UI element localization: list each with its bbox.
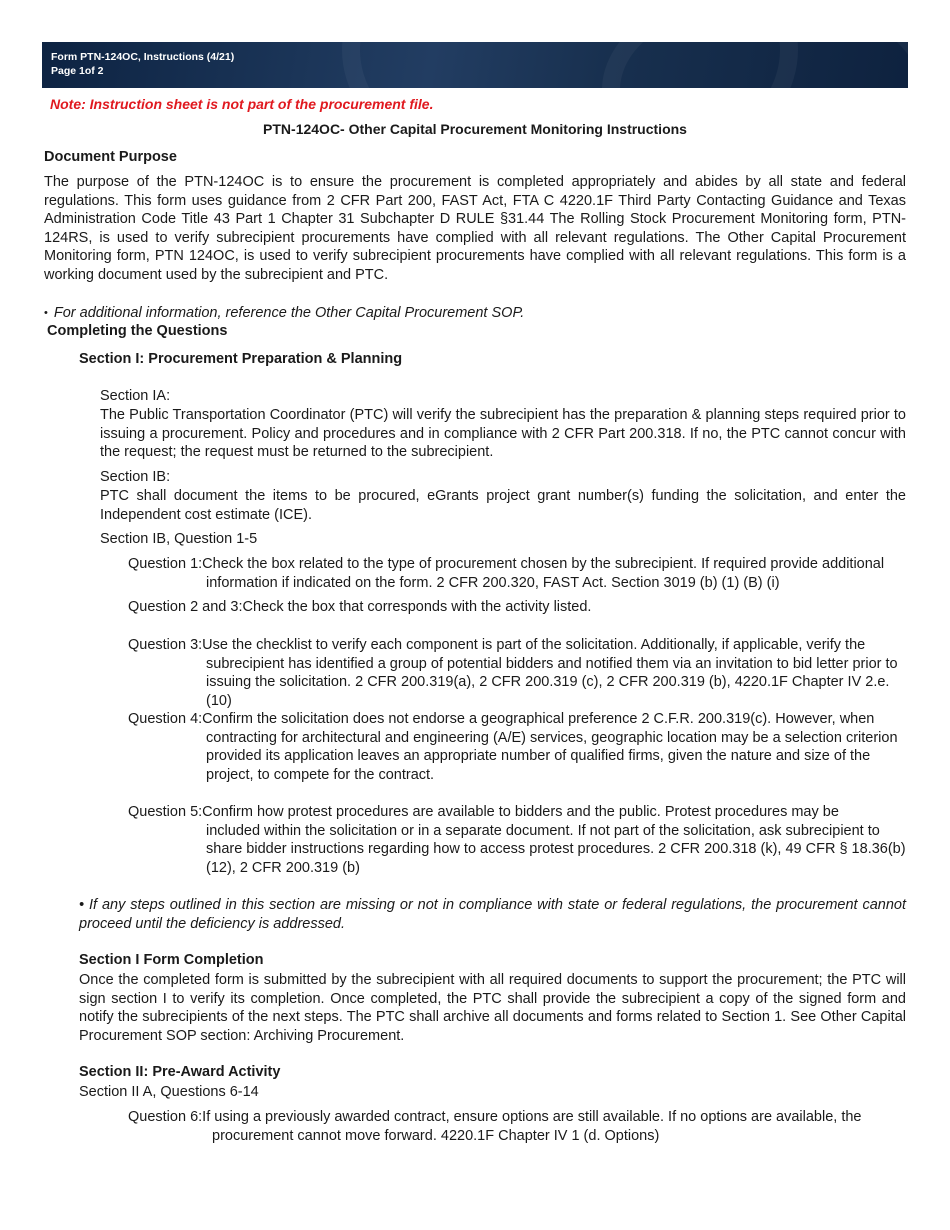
question-label: Question 1:	[128, 556, 203, 572]
section-2a-label: Section II A, Questions 6-14	[79, 1084, 259, 1100]
document-purpose-text: The purpose of the PTN-124OC is to ensure the procurement is completed appropriately and abides by all state and federal regulations. This form uses guidance from 2 CFR Part 200, FAST Act, FTA C 4220.1F Third Party Contacting Guidance and Texas Administration Code Title 43 Part 1 Chapter 31 Subchapter D RULE §31.44 The Rolling Stock Procurement Monitoring form, PTN-124RS, is used to verify subrecipient procurements have complied with all relevant regulations. The Other Capital Procurement Monitoring form, PTN 124OC, is used to verify subrecipient procurements have complied with all relevant regulations. This form is a working document used by the subrecipient and PTC.	[44, 174, 906, 283]
question-4	[128, 710, 908, 784]
section-ib-text: PTC shall document the items to be procured, eGrants project grant number(s) funding the solicitation, and enter the Independent cost estimate (ICE).	[100, 488, 906, 523]
question-label: Question 3:	[128, 637, 203, 653]
section-ib-label: Section IB:	[100, 469, 171, 485]
bullet-marker: •	[44, 307, 48, 319]
question-6	[128, 1108, 908, 1145]
header-text	[51, 50, 234, 78]
question-5	[128, 803, 908, 877]
compliance-warning	[79, 896, 906, 933]
question-text: Confirm the solicitation does not endorse a geographical preference 2 C.F.R. 200.319(c). However, when	[202, 711, 875, 727]
section-ia-text: The Public Transportation Coordinator (PTC) will verify the subrecipient has the preparation & planning steps required prior to issuing a procurement. Policy and procedures and in compliance with 2 CFR Part 200.318. If no, the PTC cannot concur with the request; the request must be returned to the subrecipient.	[100, 407, 906, 461]
question-text: Use the checklist to verify each component is part of the solicitation. Additionally, if applicable, verify the	[202, 637, 866, 653]
section-1-completion-text: Once the completed form is submitted by the subrecipient with all required documents to support the procurement; the PTC will sign section I to verify its completion. Once completed, the PTC shall provide the subrecipient a copy of the signed form and notify the subrecipients of the next steps. The PTC shall archive all documents and forms related to Section 1. See Other Capital Procurement SOP section: Archiving Procurement.	[79, 972, 906, 1044]
banner-decoration	[602, 42, 908, 88]
question-text-continued: included within the solicitation or in a separate document. If not part of the solicitation, ask subrecipient to share bidder instructions regarding how to access protest procedures. 2 CFR 200.318 (k), 49 CFR § 18.36(b) (12), 2 CFR 200.319 (b)	[206, 822, 906, 876]
document-title: PTN-124OC- Other Capital Procurement Monitoring Instructions	[263, 121, 687, 137]
compliance-warning-text: If any steps outlined in this section are missing or not in compliance with state or federal regulations, the procurement cannot proceed until the deficiency is addressed.	[79, 897, 906, 932]
question-label: Question 4:	[128, 711, 203, 727]
completing-questions-heading: Completing the Questions	[47, 323, 228, 339]
sop-reference-bullet	[44, 304, 906, 323]
question-label: Question 2 and 3:	[128, 599, 243, 615]
page-number: Page 1of 2	[51, 65, 104, 77]
question-2-and-3	[128, 598, 908, 617]
question-text: Check the box that corresponds with the activity listed.	[242, 599, 592, 615]
question-text: If using a previously awarded contract, ensure options are still available. If no options are available, the	[202, 1109, 862, 1125]
form-id: Form PTN-124OC, Instructions (4/21)	[51, 51, 235, 63]
section-1-heading: Section I: Procurement Preparation & Planning	[79, 351, 403, 367]
question-label: Question 6:	[128, 1109, 203, 1125]
question-text-continued: contracting for architectural and engineering (A/E) services, geographic location may be a selection criterion provided its application leaves an appropriate number of qualified firms, given the nature and size of the project, to compete for the contract.	[206, 729, 898, 783]
question-text-continued: subrecipient has identified a group of potential bidders and notified them via an invitation to bid letter prior to issuing the solicitation. 2 CFR 200.319(a), 2 CFR 200.319 (c), 2 CFR 200.319 (b), 4220.1F Chapter IV 2.e.(10)	[206, 655, 898, 709]
question-1	[128, 555, 908, 592]
document-purpose-heading: Document Purpose	[44, 149, 177, 165]
question-text-continued: procurement cannot move forward. 4220.1F Chapter IV 1 (d. Options)	[212, 1127, 660, 1144]
question-text-continued: information if indicated on the form. 2 CFR 200.320, FAST Act. Section 3019 (b) (1) (B) (i)	[206, 574, 780, 591]
question-3	[128, 636, 908, 710]
header-banner	[42, 42, 908, 88]
question-text: Confirm how protest procedures are available to bidders and the public. Protest procedures may be	[202, 804, 839, 820]
procurement-note: Note: Instruction sheet is not part of the procurement file.	[50, 96, 434, 112]
bullet-marker: •	[79, 897, 85, 913]
section-ib-questions-label: Section IB, Question 1-5	[100, 531, 258, 547]
question-text: Check the box related to the type of procurement chosen by the subrecipient. If required provide additional	[202, 556, 885, 572]
section-2-heading: Section II: Pre-Award Activity	[79, 1064, 281, 1080]
question-label: Question 5:	[128, 804, 203, 820]
section-ia-label: Section IA:	[100, 388, 171, 404]
sop-reference-text: For additional information, reference the Other Capital Procurement SOP.	[53, 305, 525, 321]
section-1-completion-heading: Section I Form Completion	[79, 952, 264, 968]
